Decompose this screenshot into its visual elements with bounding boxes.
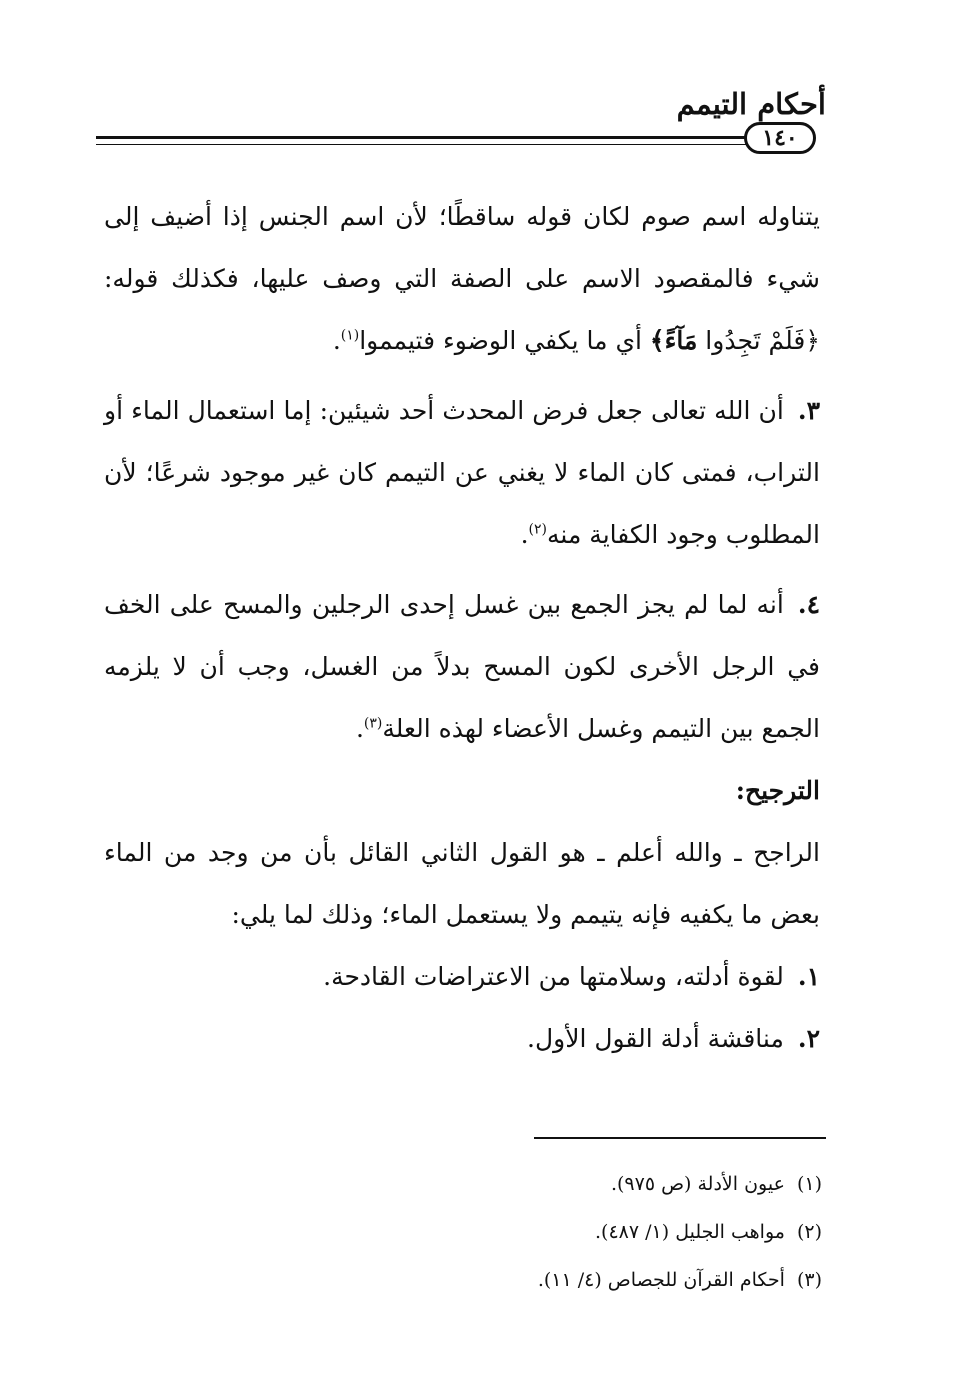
footnote-number: (٢) [796, 1221, 822, 1243]
footnote-2 [322, 1208, 822, 1256]
page-header [96, 86, 826, 156]
footnote-ref-3: (٣) [363, 715, 383, 732]
conclusion-paragraph: الراجح ـ والله أعلم ـ هو القول الثاني القائل بأن من وجد من الماء بعض ما يكفيه فإنه يتيمم ولا يستعمل الماء؛ وذلك لما يلي: [104, 838, 820, 929]
para1-line1: يتناوله اسم صوم لكان قوله ساقطًا؛ لأن اسم الجنس إذا أضيف إلى شيء [104, 202, 820, 293]
footnote-separator [534, 1137, 826, 1139]
item-text: أنه لما لم يجز الجمع بين غسل إحدى الرجلين والمسح على الخف في الرجل الأخرى لكون المسح بدلاً من الغسل، وجب أن لا يلزمه الجمع بين التيمم وغسل الأعضاء لهذه العلة [104, 590, 820, 743]
page-number: ١٤٠ [744, 122, 816, 154]
footnote-ref-2: (٢) [528, 521, 547, 538]
section-heading: الترجيح: [735, 776, 820, 805]
footnotes [322, 1160, 822, 1304]
footnote-number: (٣) [796, 1269, 822, 1291]
footnote-text: مواهب الجليل (١/ ٤٨٧). [595, 1221, 785, 1243]
item-number: ٣. [797, 396, 820, 425]
item-text: أن الله تعالى جعل فرض المحدث أحد شيئين: إما استعمال الماء أو التراب، فمتى كان الماء لا يغني عن التيمم كان غير موجود شرعًا؛ لأن المطلوب وجود الكفاية منه [104, 396, 820, 549]
para1-line3: أي ما يكفي الوضوء فتيمموا [359, 326, 650, 355]
running-title: أحكام التيمم [676, 87, 826, 121]
header-rule-thin [96, 144, 746, 145]
footnote-text: عيون الأدلة (ص ٩٧٥). [610, 1173, 785, 1195]
footnote-3 [322, 1256, 822, 1304]
list-item-4: ٤.أنه لما لم يجز الجمع بين غسل إحدى الرجلين والمسح على الخف في الرجل الأخرى لكون المسح بدلاً من الغسل، وجب أن لا يلزمه الجمع بين التيمم وغسل الأعضاء لهذه العلة$^{(٣)}$. [104, 590, 820, 743]
main-text [104, 186, 820, 1070]
quran-verse: مَآءً﴾ [649, 326, 698, 355]
list-item-3: ٣.أن الله تعالى جعل فرض المحدث أحد شيئين: إما استعمال الماء أو التراب، فمتى كان الماء لا يغني عن التيمم كان غير موجود شرعًا؛ لأن المطلوب وجود الكفاية منه$^{(٢)}$. [104, 396, 820, 549]
paragraph-1: يتناوله اسم صوم لكان قوله ساقطًا؛ لأن اسم الجنس إذا أضيف إلى شيء فالمقصود الاسم على الصفة التي وصف عليها، فكذلك قوله: ﴿فَلَمْ تَجِدُوا مَآءً﴾ أي ما يكفي الوضوء فتيمموا$^{(١)}$. [104, 202, 820, 355]
footnote-ref-1: (١) [340, 327, 360, 344]
header-rule-thick [96, 136, 746, 139]
para1-line2: فالمقصود الاسم على الصفة التي وصف عليها، فكذلك قوله: ﴿فَلَمْ تَجِدُوا [104, 264, 820, 355]
reason-1 [104, 946, 820, 1008]
footnote-text: أحكام القرآن للجصاص (٤/ ١١). [537, 1269, 785, 1291]
item-number: ٢. [797, 1024, 820, 1053]
item-text: مناقشة أدلة القول الأول. [527, 1024, 784, 1053]
item-text: لقوة أدلته، وسلامتها من الاعتراضات القادحة. [323, 962, 784, 991]
item-number: ٤. [797, 590, 820, 619]
item-number: ١. [797, 962, 820, 991]
footnote-1 [322, 1160, 822, 1208]
reason-2 [104, 1008, 820, 1070]
footnote-number: (١) [796, 1173, 822, 1195]
